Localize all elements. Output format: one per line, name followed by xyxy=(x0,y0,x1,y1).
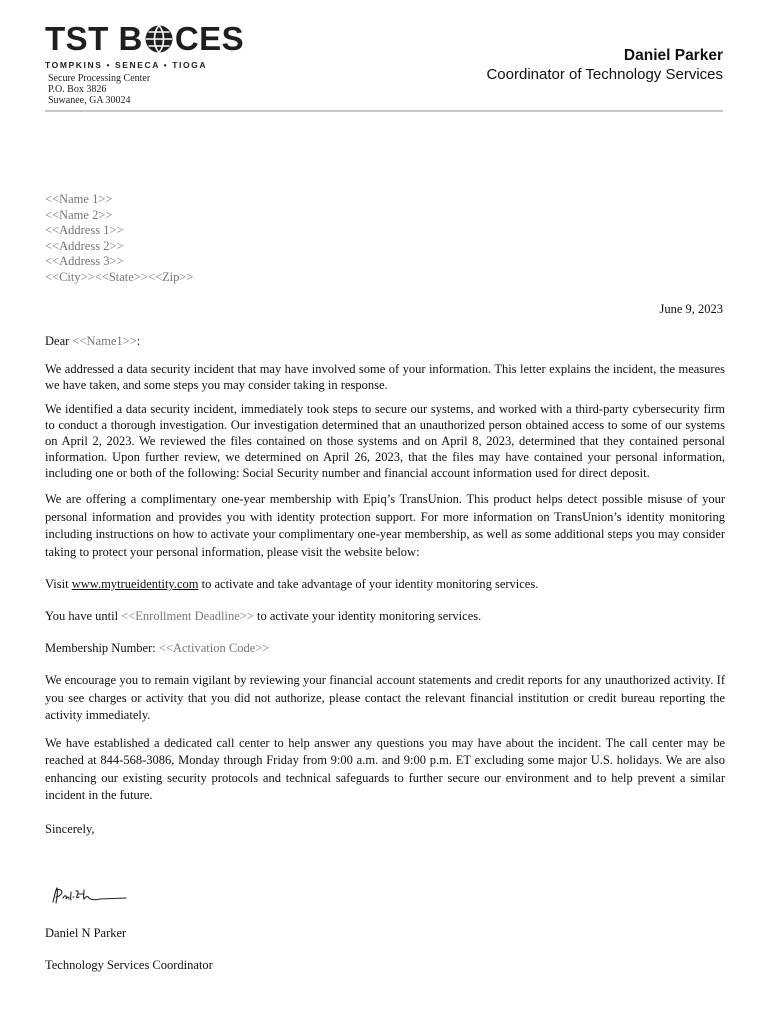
salutation-name: <<Name1>> xyxy=(72,334,137,348)
address-line: P.O. Box 3826 xyxy=(48,84,107,95)
paragraph-visit xyxy=(45,576,725,592)
signatory-name: Daniel N Parker xyxy=(45,926,127,940)
recipient-line: <<City>><<State>><<Zip>> xyxy=(45,269,194,284)
logo-text-right: CES xyxy=(174,20,245,57)
visit-suffix: to activate and take advantage of your identity monitoring services. xyxy=(198,577,539,591)
paragraph-offer: We are offering a complimentary one-year membership with Epiq’s TransUnion. This product helps detect possible misuse of your personal information and provides you with identity protection support. For more information on TransUnion’s identity monitoring including instructions on how to activate your complimentary one-year membership, as well as some additional steps you may consider taking to protect your personal information, please visit the website below: xyxy=(45,492,725,559)
letter-body xyxy=(45,333,725,837)
tst-boces-logo xyxy=(45,20,245,70)
recipient-line: <<Address 1>> xyxy=(45,223,124,238)
paragraph-membership xyxy=(45,640,725,656)
membership-label: Membership Number: xyxy=(45,641,159,655)
paragraph-incident: We identified a data security incident, immediately took steps to secure our systems, and worked with a third-party cybersecurity firm to conduct a thorough investigation. Our investigation determined that an unauthorized person obtained access to some of our systems on April 2, 2023. We reviewed the files contained on those systems and on April 8, 2023, determined that they contained personal information. Upon further review, we determined on April 26, 2023, that the files may have contained your personal information, including one or both of the following: Social Security number and financial account information used for direct deposit. xyxy=(45,402,725,480)
deadline-suffix: to activate your identity monitoring services. xyxy=(253,609,482,623)
signatory-title: Technology Services Coordinator xyxy=(45,958,213,972)
paragraph-deadline xyxy=(45,608,725,624)
paragraph-call-center: We have established a dedicated call center to help answer any questions you may have about the incident. The call center may be reached at 844-568-3086, Monday through Friday from 9:00 a.m. and 9:00 p.m. ET excluding some major U.S. holidays. We are also enhancing our existing security protocols and technical safeguards to further secure our environment and to help prevent a similar incident in the future. xyxy=(45,735,725,802)
paragraph-vigilance: We encourage you to remain vigilant by reviewing your financial account statements and credit reports for any unauthorized activity. If you see charges or activity that you did not authorize, please contact the relevant financial institution or credit bureau reporting the activity immediately. xyxy=(45,673,725,722)
logo-text-left: TST B xyxy=(45,20,143,57)
return-address xyxy=(48,73,150,106)
recipient-block xyxy=(45,192,193,286)
handwritten-signature xyxy=(48,884,128,908)
logo-wordmark xyxy=(45,20,245,58)
recipient-line: <<Name 2>> xyxy=(45,207,113,222)
sender-name: Daniel Parker xyxy=(623,47,723,64)
closing: Sincerely, xyxy=(45,821,95,836)
recipient-line: <<Address 2>> xyxy=(45,238,124,253)
sender-title: Coordinator of Technology Services xyxy=(486,66,723,83)
address-line: Suwanee, GA 30024 xyxy=(48,95,131,106)
globe-icon xyxy=(144,24,174,54)
address-line: Secure Processing Center xyxy=(48,73,151,84)
deadline-prefix: You have until xyxy=(45,609,122,623)
visit-prefix: Visit xyxy=(45,577,72,591)
header-divider xyxy=(45,110,723,112)
paragraph-intro: We addressed a data security incident that may have involved some of your information. This letter explains the incident, the measures we have taken, and some steps you may consider taking in response. xyxy=(45,362,725,392)
letter-date: June 9, 2023 xyxy=(659,302,723,316)
enrollment-deadline-placeholder: <<Enrollment Deadline>> xyxy=(121,609,254,623)
sender-block xyxy=(486,46,723,84)
enrollment-website-link[interactable]: www.mytrueidentity.com xyxy=(71,577,199,591)
recipient-line: <<Name 1>> xyxy=(45,192,113,206)
salutation xyxy=(45,333,725,349)
salutation-prefix: Dear xyxy=(45,334,73,348)
salutation-suffix: : xyxy=(136,334,141,348)
recipient-line: <<Address 3>> xyxy=(45,254,124,269)
activation-code-placeholder: <<Activation Code>> xyxy=(158,641,270,655)
logo-subtitle: TOMPKINS • SENECA • TIOGA xyxy=(45,60,208,70)
